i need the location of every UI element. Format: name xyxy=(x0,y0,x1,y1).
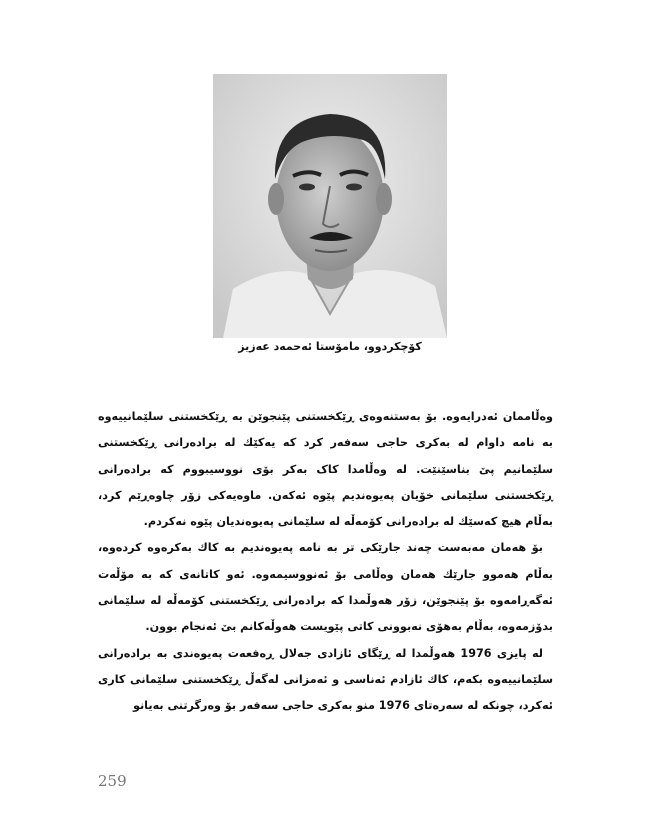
paragraph-1: وەڵاممان ئەدرایەوە. بۆ بەستنەوەی ڕێکخستنی پێنجوێن بە ڕێکخستنی سلێمانییەوە بە نامە داوام لە بەکری حاجی سەفەر کرد کە یەکێك لە برادەرانی ڕێکخستنی سلێمانیم پێ بناسێنێت. لە وەڵامدا کاک بەکر بۆی نووسیبووم کە برادەرانی ڕێکخستنی سلێمانی خۆیان پەیوەندیم پێوە ئەکەن. ماوەیەکی زۆر چاوەڕێم کرد، بەڵام هیچ کەسێك لە برادەرانی کۆمەڵە لە سلێمانی پەیوەندیان پێوە نەکردم. xyxy=(98,410,553,529)
page-number: 259 xyxy=(98,772,127,790)
portrait-image xyxy=(213,74,447,338)
photo-caption: کۆچکردوو، مامۆستا ئەحمەد عەزیز xyxy=(238,340,422,353)
portrait-photo xyxy=(213,74,447,338)
paragraph-2: بۆ هەمان مەبەست چەند جارێکی تر بە نامە پەیوەندیم بە کاك بەکرەوە کردەوە، بەڵام هەموو جارێك هەمان وەڵامی بۆ ئەنووسیمەوە. ئەو کاتانەی کە بە مۆڵەت ئەگەڕامەوە بۆ پێنجوێن، زۆر هەوڵمدا کە برادەرانی ڕێکخستنی کۆمەڵە لە سلێمانی بدۆزمەوە، بەڵام بەهۆی نەبوونی کاتی پێویست هەوڵەکانم بێ ئەنجام بوون. xyxy=(98,541,553,634)
body-text xyxy=(98,404,553,720)
paragraph-3: لە پایزی 1976 هەوڵمدا لە ڕێگای ئازادی جەلال ڕەفعەت پەیوەندی بە برادەرانی سلێمانییەوە بکەم، کاك ئازادم ئەناسی و ئەمزانی لەگەڵ ڕێکخستنی سلێمانی کاری ئەکرد، چونکە لە سەرەتای 1976 منو بەکری حاجی سەفەر بۆ وەرگرتنی بەیانو xyxy=(98,646,553,713)
